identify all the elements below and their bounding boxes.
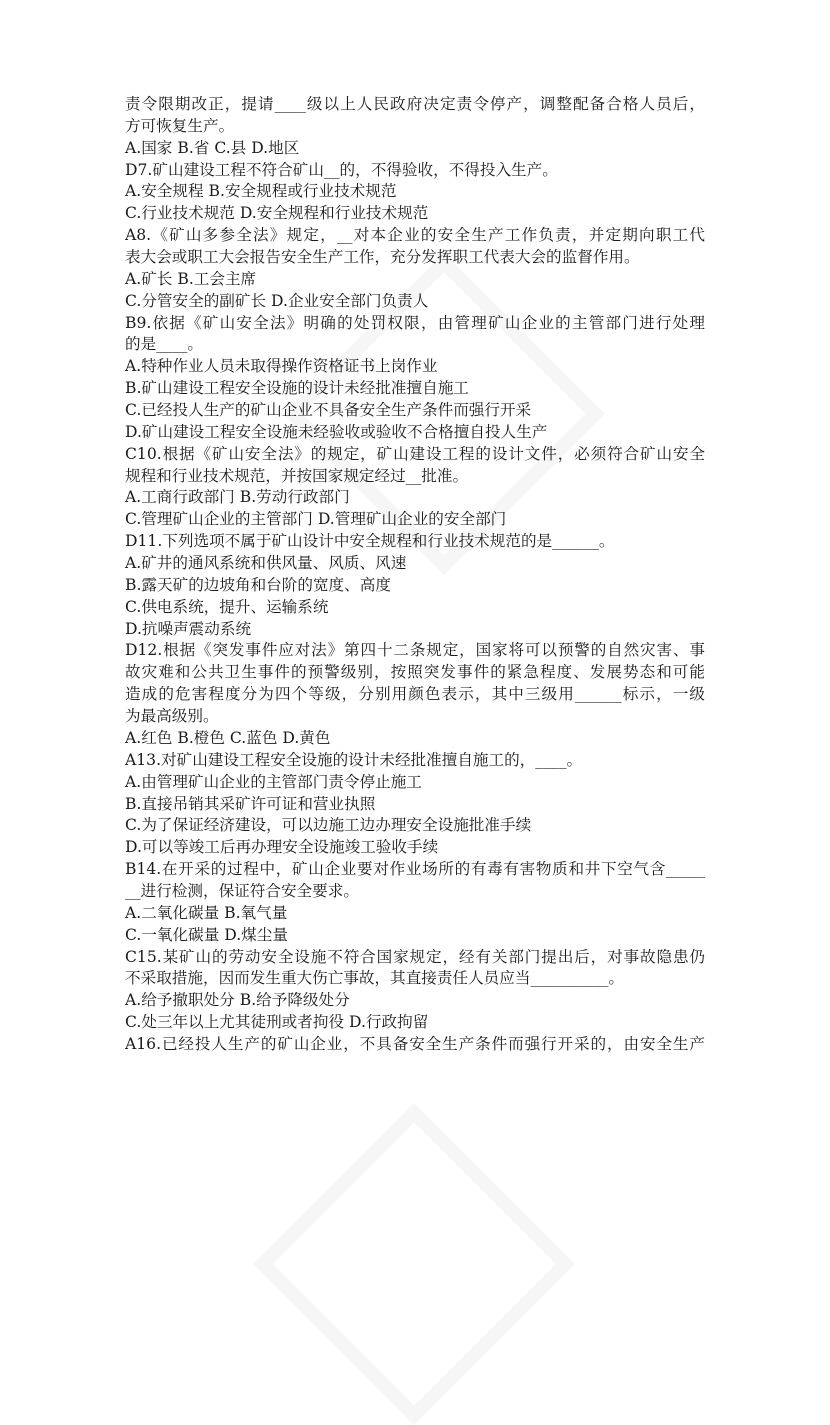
text-line: C.处三年以上尤其徒刑或者拘役 D.行政拘留 (125, 1013, 429, 1032)
text-line: A.特种作业人员未取得操作资格证书上岗作业 (125, 357, 438, 376)
text-line: 故灾难和公共卫生事件的预警级别，按照突发事件的紧急程度、发展势态和可能 (125, 663, 705, 682)
text-line: A.红色 B.橙色 C.蓝色 D.黄色 (125, 728, 331, 747)
text-line: D.可以等竣工后再办理安全设施竣工验收手续 (125, 838, 439, 857)
text-line: 为最高级别。 (125, 707, 219, 726)
text-line: D.抗噪声震动系统 (125, 619, 252, 638)
text-line: C.供电系统，提升、运输系统 (125, 597, 329, 616)
watermark-logo-icon (253, 1103, 575, 1425)
text-line: __进行检测，保证符合安全要求。 (125, 881, 359, 900)
text-line: A.二氧化碳量 B.氧气量 (125, 903, 288, 922)
text-line: A.矿井的通风系统和供风量、风质、风速 (125, 554, 407, 573)
text-line: B.矿山建设工程安全设施的设计未经批准擅自施工 (125, 379, 469, 398)
text-line: C.为了保证经济建设，可以边施工边办理安全设施批准手续 (125, 816, 532, 835)
text-line: C.一氧化碳量 D.煤尘量 (125, 925, 288, 944)
text-line: A.给予撤职处分 B.给予降级处分 (125, 991, 350, 1010)
text-line: C.已经投人生产的矿山企业不具备安全生产条件而强行开采 (125, 401, 532, 420)
text-line: 规程和行业技术规范，并按国家规定经过__批准。 (125, 466, 469, 485)
text-line: C.管理矿山企业的主管部门 D.管理矿山企业的安全部门 (125, 510, 507, 529)
text-line: D11.下列选项不属于矿山设计中安全规程和行业技术规范的是______。 (125, 532, 615, 551)
text-line: A.由管理矿山企业的主管部门责令停止施工 (125, 772, 422, 791)
text-line: 不采取措施，因而发生重大伤亡事故，其直接责任人员应当__________。 (125, 969, 625, 988)
text-line: A.矿长 B.工会主席 (125, 269, 257, 288)
text-line: 造成的危害程度分为四个等级，分别用颜色表示，其中三级用______标示，一级 (125, 685, 705, 704)
text-line: A.国家 B.省 C.县 D.地区 (125, 138, 300, 157)
text-line: 的是____。 (125, 335, 203, 354)
text-line: 责令限期改正，提请____级以上人民政府决定责令停产，调整配备合格人员后， (125, 95, 705, 113)
text-line: 表大会或职工大会报告安全生产工作，充分发挥职工代表大会的监督作用。 (125, 248, 640, 267)
text-line: C15.某矿山的劳动安全设施不符合国家规定，经有关部门提出后，对事故隐患仍 (125, 947, 705, 966)
text-line: A13.对矿山建设工程安全设施的设计未经批准擅自施工的，____。 (125, 750, 583, 769)
text-line: 方可恢复生产。 (125, 116, 235, 135)
text-line: A.安全规程 B.安全规程或行业技术规范 (125, 182, 397, 201)
text-line: A8.《矿山多参全法》规定，__对本企业的安全生产工作负责，并定期向职工代 (125, 226, 705, 245)
text-line: D7.矿山建设工程不符合矿山__的，不得验收，不得投入生产。 (125, 160, 558, 179)
text-line: C10.根据《矿山安全法》的规定，矿山建设工程的设计文件，必须符合矿山安全 (125, 444, 705, 463)
text-line: A16.已经投人生产的矿山企业，不具备安全生产条件而强行开采的，由安全生产 (125, 1034, 705, 1053)
text-line: B14.在开采的过程中，矿山企业要对作业场所的有毒有害物质和井下空气含_____ (125, 860, 705, 879)
text-line: C.分管安全的副矿长 D.企业安全部门负责人 (125, 291, 429, 310)
document-body (125, 94, 705, 1056)
text-line: B.露天矿的边坡角和台阶的宽度、高度 (125, 575, 391, 594)
text-line: D12.根据《突发事件应对法》第四十二条规定，国家将可以预警的自然灾害、事 (125, 641, 705, 660)
text-line: C.行业技术规范 D.安全规程和行业技术规范 (125, 204, 429, 223)
text-line: B.直接吊销其采矿许可证和营业执照 (125, 794, 376, 813)
text-line: B9.依据《矿山安全法》明确的处罚权限，由管理矿山企业的主管部门进行处理 (125, 313, 705, 332)
text-line: A.工商行政部门 B.劳动行政部门 (125, 488, 350, 507)
text-line: D.矿山建设工程安全设施未经验收或验收不合格擅自投人生产 (125, 422, 548, 441)
